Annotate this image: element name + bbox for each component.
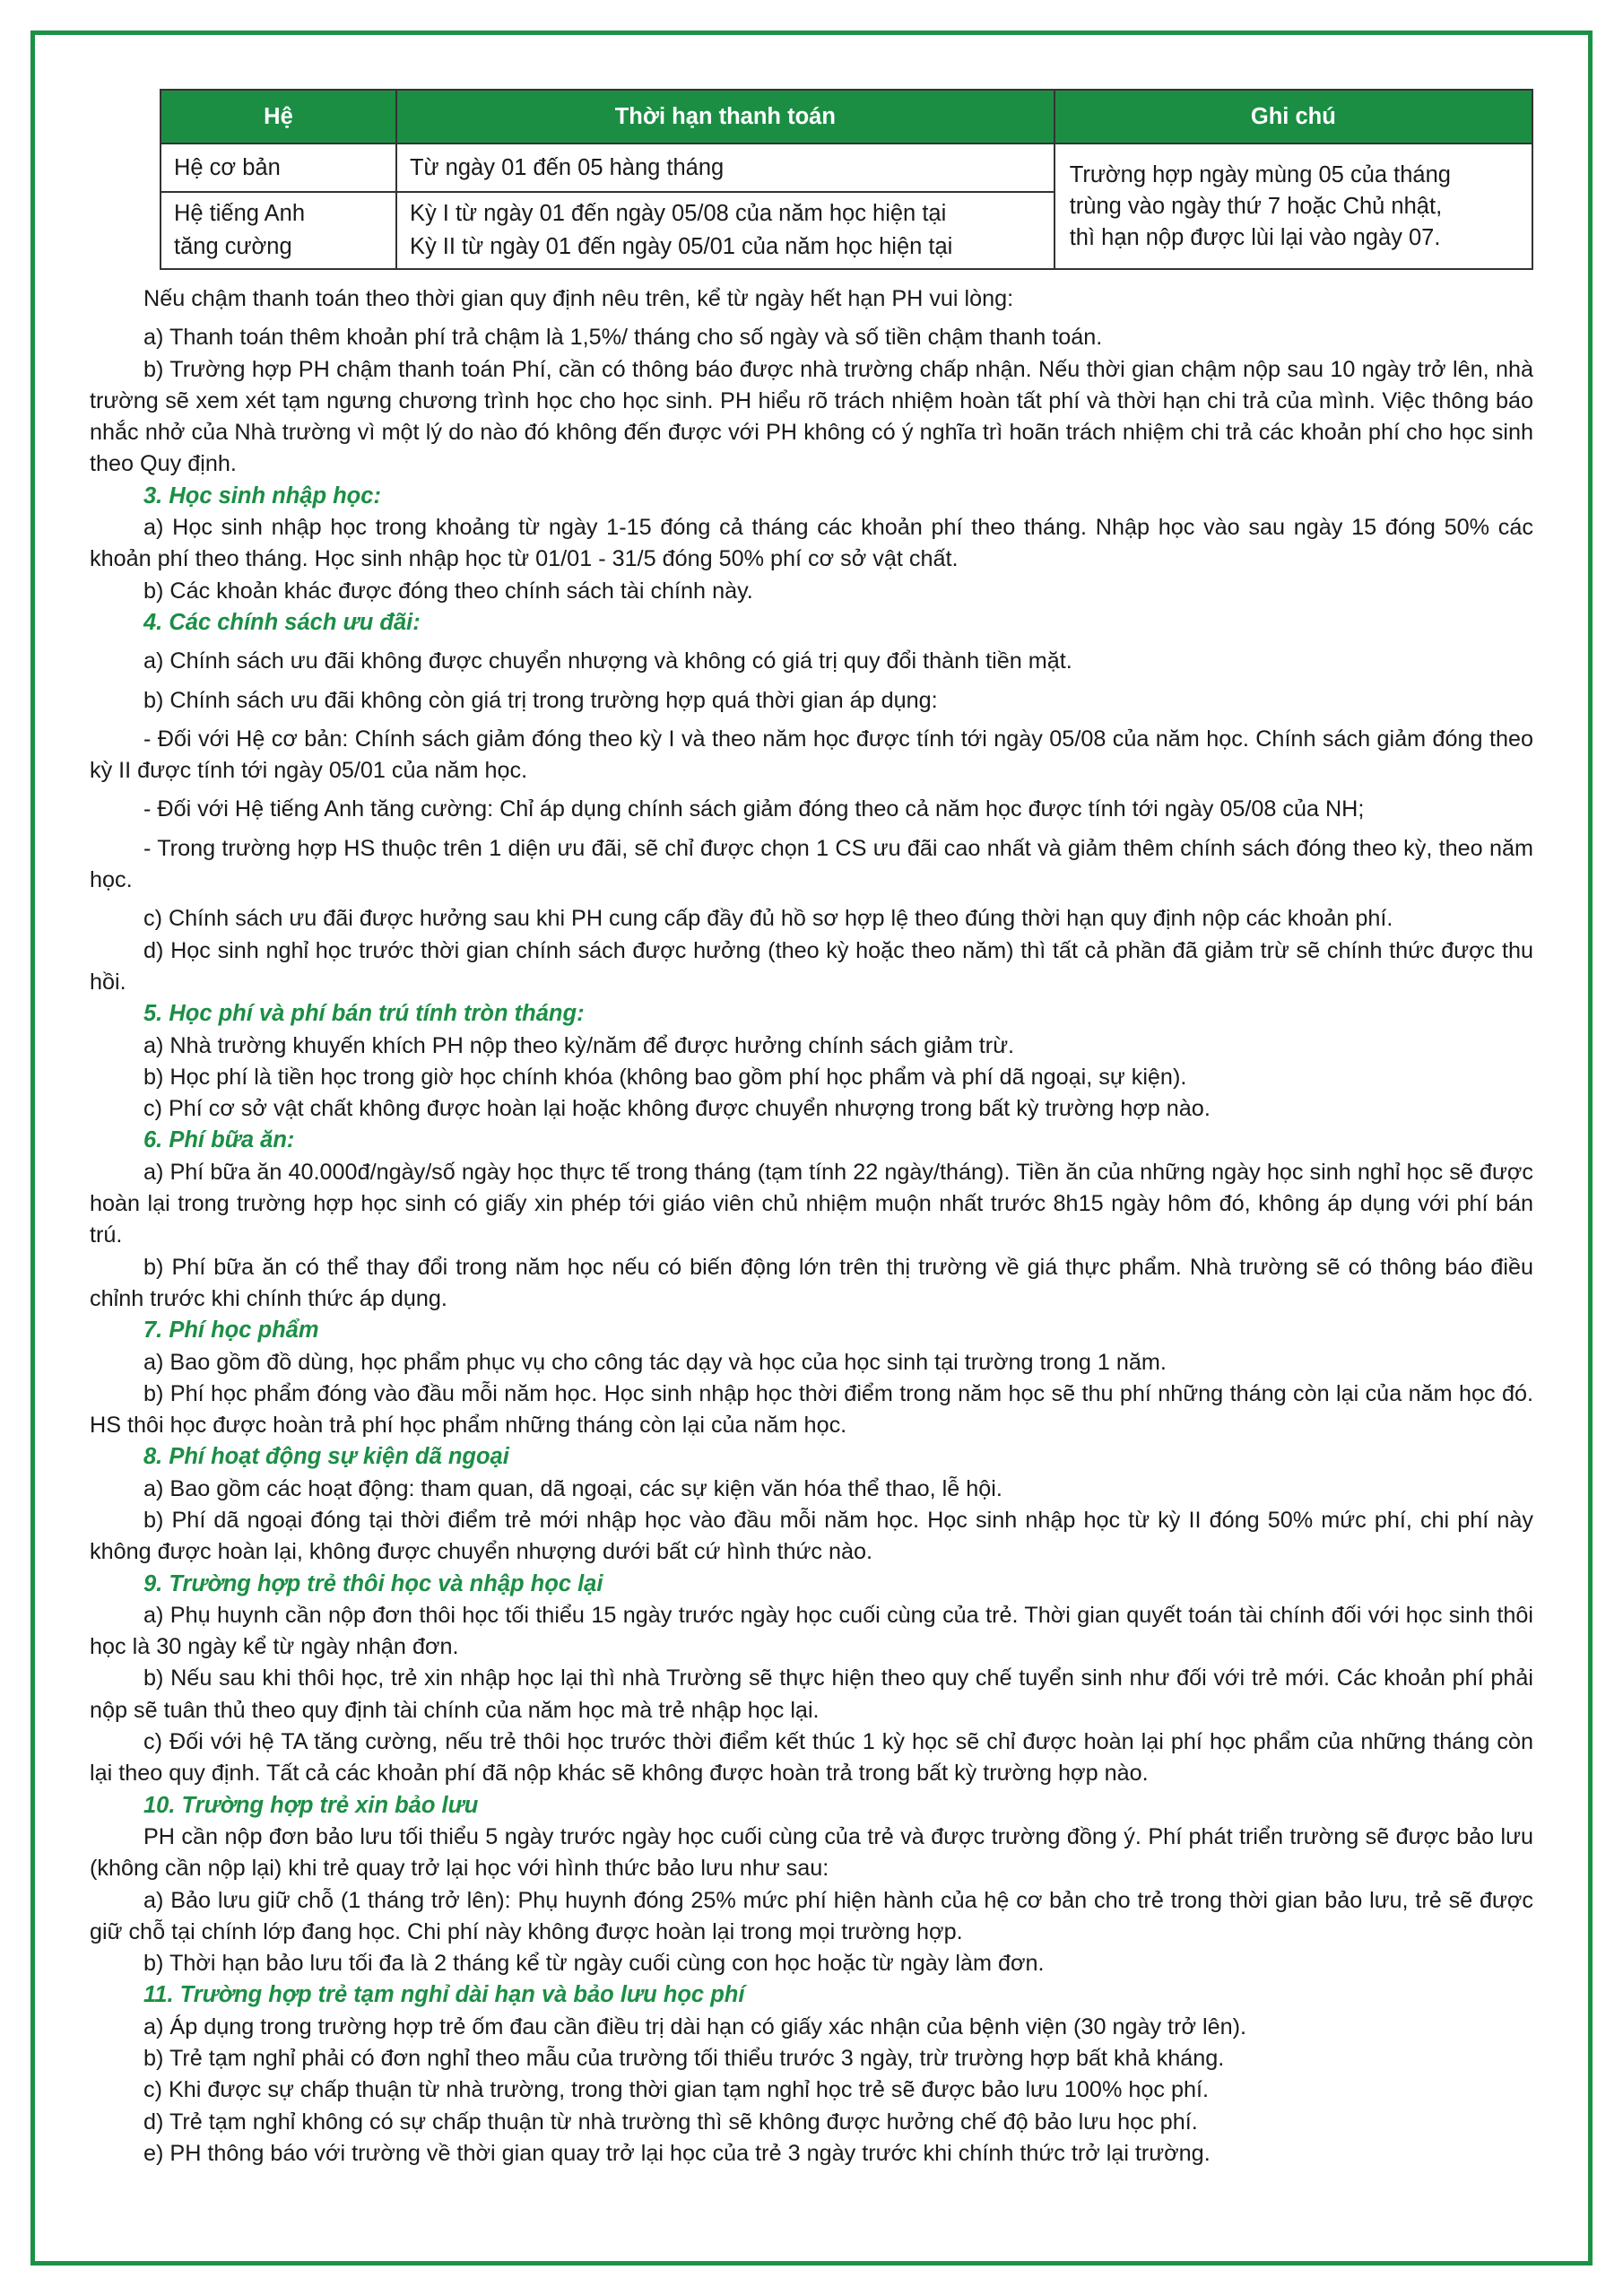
section-9-item-b: b) Nếu sau khi thôi học, trẻ xin nhập học lại thì nhà Trường sẽ thực hiện theo quy chế tuyển sinh như đối với trẻ mới. Các khoản phí phải nộp sẽ tuân thủ theo quy định tài chính của năm học mà trẻ nhập học lại. bbox=[90, 1665, 1533, 1723]
section-10-intro: PH cần nộp đơn bảo lưu tối thiểu 5 ngày trước ngày học cuối cùng của trẻ và được trường đồng ý. Phí phát triển trường sẽ được bảo lưu (không cần nộp lại) khi trẻ quay trở lại học với hình thức bảo lưu như sau: bbox=[90, 1823, 1533, 1882]
section-8-item-a: a) Bao gồm các hoạt động: tham quan, dã ngoại, các sự kiện văn hóa thể thao, lễ hội. bbox=[143, 1475, 1002, 1501]
section-4-item-b: b) Chính sách ưu đãi không còn giá trị trong trường hợp quá thời gian áp dụng: bbox=[143, 687, 938, 713]
section-5-item-c: c) Phí cơ sở vật chất không được hoàn lại hoặc không được chuyển nhượng trong bất kỳ trường hợp nào. bbox=[143, 1096, 1211, 1122]
cell-line: Kỳ I từ ngày 01 đến ngày 05/08 của năm học hiện tại bbox=[409, 201, 947, 226]
table-row bbox=[161, 144, 1532, 192]
cell-he-co-ban: Hệ cơ bản bbox=[161, 144, 396, 192]
payment-deadline-table bbox=[160, 89, 1533, 270]
section-4-item-a: a) Chính sách ưu đãi không được chuyển nhượng và không có giá trị quy đổi thành tiền mặt. bbox=[143, 648, 1072, 674]
section-6-item-b: b) Phí bữa ăn có thể thay đổi trong năm học nếu có biến động lớn trên thị trường về giá thực phẩm. Nhà trường sẽ có thông báo điều chỉnh trước khi chính thức áp dụng. bbox=[90, 1254, 1533, 1311]
section-4-dash-1: - Đối với Hệ cơ bản: Chính sách giảm đóng theo kỳ I và theo năm học được tính tới ngày 05/08 của năm học. Chính sách giảm đóng theo kỳ II được tính tới ngày 05/01 của năm học. bbox=[90, 726, 1533, 784]
intro-item-a: a) Thanh toán thêm khoản phí trả chậm là 1,5%/ tháng cho số ngày và số tiền chậm thanh toán. bbox=[143, 325, 1103, 351]
section-6-title: 6. Phí bữa ăn: bbox=[143, 1127, 295, 1153]
header-thoi-han: Thời hạn thanh toán bbox=[396, 90, 1055, 144]
cell-ghi-chu bbox=[1055, 144, 1532, 269]
cell-line: tăng cường bbox=[174, 234, 292, 259]
section-3-title: 3. Học sinh nhập học: bbox=[143, 483, 381, 509]
section-8-item-b: b) Phí dã ngoại đóng tại thời điểm trẻ mới nhập học vào đầu mỗi năm học. Học sinh nhập học từ kỳ II đóng 50% mức phí, chi phí này không được hoàn lại, không được chuyển nhượng dưới bất cứ hình thức nào. bbox=[90, 1507, 1533, 1565]
cell-line: Kỳ II từ ngày 01 đến ngày 05/01 của năm học hiện tại bbox=[409, 234, 953, 259]
section-11-item-b: b) Trẻ tạm nghỉ phải có đơn nghỉ theo mẫu của trường tối thiểu trước 3 ngày, trừ trường hợp bất khả kháng. bbox=[143, 2046, 1225, 2072]
section-5-item-a: a) Nhà trường khuyến khích PH nộp theo kỳ/năm để được hưởng chính sách giảm trừ. bbox=[143, 1032, 1015, 1058]
section-7-title: 7. Phí học phẩm bbox=[143, 1318, 319, 1344]
section-10-title: 10. Trường hợp trẻ xin bảo lưu bbox=[143, 1792, 479, 1818]
cell-line: Hệ tiếng Anh bbox=[174, 201, 306, 226]
cell-han-co-ban: Từ ngày 01 đến 05 hàng tháng bbox=[396, 144, 1055, 192]
section-4-item-d: d) Học sinh nghỉ học trước thời gian chính sách được hưởng (theo kỳ hoặc theo năm) thì tất cả phần đã giảm trừ sẽ chính thức được thu hồi. bbox=[90, 937, 1533, 995]
section-3-item-b: b) Các khoản khác được đóng theo chính sách tài chính này. bbox=[143, 578, 753, 604]
section-10-item-a: a) Bảo lưu giữ chỗ (1 tháng trở lên): Phụ huynh đóng 25% mức phí hiện hành của hệ cơ bản cho trẻ trong thời gian bảo lưu, trẻ sẽ được giữ chỗ tại chính lớp đang học. Chi phí này không được hoàn lại trong mọi trường hợp. bbox=[90, 1887, 1533, 1944]
section-7-item-a: a) Bao gồm đồ dùng, học phẩm phục vụ cho công tác dạy và học của học sinh tại trường trong 1 năm. bbox=[143, 1349, 1167, 1375]
section-4-dash-3: - Trong trường hợp HS thuộc trên 1 diện ưu đãi, sẽ chỉ được chọn 1 CS ưu đãi cao nhất và giảm thêm chính sách đóng theo kỳ, theo năm học. bbox=[90, 835, 1533, 893]
intro-text: Nếu chậm thanh toán theo thời gian quy định nêu trên, kể từ ngày hết hạn PH vui lòng: bbox=[143, 286, 1014, 311]
header-he: Hệ bbox=[161, 90, 396, 144]
section-11-item-e: e) PH thông báo với trường về thời gian quay trở lại học của trẻ 3 ngày trước khi chính thức trở lại trường. bbox=[143, 2140, 1211, 2166]
note-line: thì hạn nộp được lùi lại vào ngày 07. bbox=[1069, 224, 1441, 250]
section-9-item-a: a) Phụ huynh cần nộp đơn thôi học tối thiểu 15 ngày trước ngày học cuối cùng của trẻ. Thời gian quyết toán tài chính đối với học sinh thôi học là 30 ngày kể từ ngày nhận đơn. bbox=[90, 1602, 1533, 1660]
section-11-item-d: d) Trẻ tạm nghỉ không có sự chấp thuận từ nhà trường thì sẽ không được hưởng chế độ bảo lưu học phí. bbox=[143, 2109, 1198, 2135]
intro-item-b: b) Trường hợp PH chậm thanh toán Phí, cần có thông báo được nhà trường chấp nhận. Nếu thời gian chậm nộp sau 10 ngày trở lên, nhà trường sẽ xem xét tạm ngưng chương trình học cho học sinh. PH hiểu rõ trách nhiệm hoàn tất phí và thời hạn chi trả của mình. Việc thông báo nhắc nhở của Nhà trường vì một lý do nào đó không đến được với PH không có ý nghĩa trì hoãn trách nhiệm chi trả các khoản phí cho học sinh theo Quy định. bbox=[90, 356, 1533, 477]
section-10-item-b: b) Thời hạn bảo lưu tối đa là 2 tháng kể từ ngày cuối cùng con học hoặc từ ngày làm đơn. bbox=[143, 1951, 1045, 1977]
section-6-item-a: a) Phí bữa ăn 40.000đ/ngày/số ngày học thực tế trong tháng (tạm tính 22 ngày/tháng). Tiền ăn của những ngày học sinh nghỉ học sẽ được hoàn lại trong trường hợp học sinh có giấy xin phép tới giáo viên chủ nhiệm muộn nhất trước 8h15 ngày hôm đó, không áp dụng với phí bán trú. bbox=[90, 1159, 1533, 1248]
section-8-title: 8. Phí hoạt động sự kiện dã ngoại bbox=[143, 1444, 509, 1470]
note-line: Trường hợp ngày mùng 05 của tháng bbox=[1069, 161, 1451, 187]
section-5-item-b: b) Học phí là tiền học trong giờ học chính khóa (không bao gồm phí học phẩm và phí dã ngoại, sự kiện). bbox=[143, 1064, 1187, 1090]
section-4-item-c: c) Chính sách ưu đãi được hưởng sau khi PH cung cấp đầy đủ hồ sơ hợp lệ theo đúng thời hạn quy định nộp các khoản phí. bbox=[143, 906, 1393, 932]
section-11-title: 11. Trường hợp trẻ tạm nghỉ dài hạn và bảo lưu học phí bbox=[143, 1982, 745, 2008]
header-ghi-chu: Ghi chú bbox=[1055, 90, 1532, 144]
section-4-title: 4. Các chính sách ưu đãi: bbox=[143, 609, 421, 635]
cell-he-tieng-anh bbox=[161, 192, 396, 269]
section-3-item-a: a) Học sinh nhập học trong khoảng từ ngày 1-15 đóng cả tháng các khoản phí theo tháng. Nhập học vào sau ngày 15 đóng 50% các khoản phí theo tháng. Học sinh nhập học từ 01/01 - 31/5 đóng 50% phí cơ sở vật chất. bbox=[90, 515, 1533, 572]
section-9-title: 9. Trường hợp trẻ thôi học và nhập học lại bbox=[143, 1570, 603, 1596]
section-11-item-a: a) Áp dụng trong trường hợp trẻ ốm đau cần điều trị dài hạn có giấy xác nhận của bệnh viện (30 ngày trở lên). bbox=[143, 2013, 1246, 2039]
cell-han-tieng-anh bbox=[396, 192, 1055, 269]
section-11-item-c: c) Khi được sự chấp thuận từ nhà trường, trong thời gian tạm nghỉ học trẻ sẽ được bảo lưu 100% học phí. bbox=[143, 2077, 1209, 2103]
section-9-item-c: c) Đối với hệ TA tăng cường, nếu trẻ thôi học trước thời điểm kết thúc 1 kỳ học sẽ chỉ được hoàn lại phí học phẩm của những tháng còn lại theo quy định. Tất cả các khoản phí đã nộp khác sẽ không được hoàn trả trong bất kỳ trường hợp nào. bbox=[90, 1729, 1533, 1787]
section-4-dash-2: - Đối với Hệ tiếng Anh tăng cường: Chỉ áp dụng chính sách giảm đóng theo cả năm học được tính tới ngày 05/08 của NH; bbox=[143, 796, 1365, 822]
section-7-item-b: b) Phí học phẩm đóng vào đầu mỗi năm học. Học sinh nhập học thời điểm trong năm học sẽ thu phí những tháng còn lại của năm học đó. HS thôi học được hoàn trả phí học phẩm những tháng còn lại của năm học. bbox=[90, 1380, 1533, 1439]
note-line: trùng vào ngày thứ 7 hoặc Chủ nhật, bbox=[1069, 193, 1443, 219]
policy-content bbox=[90, 283, 1533, 2170]
section-5-title: 5. Học phí và phí bán trú tính tròn tháng: bbox=[143, 1001, 585, 1027]
